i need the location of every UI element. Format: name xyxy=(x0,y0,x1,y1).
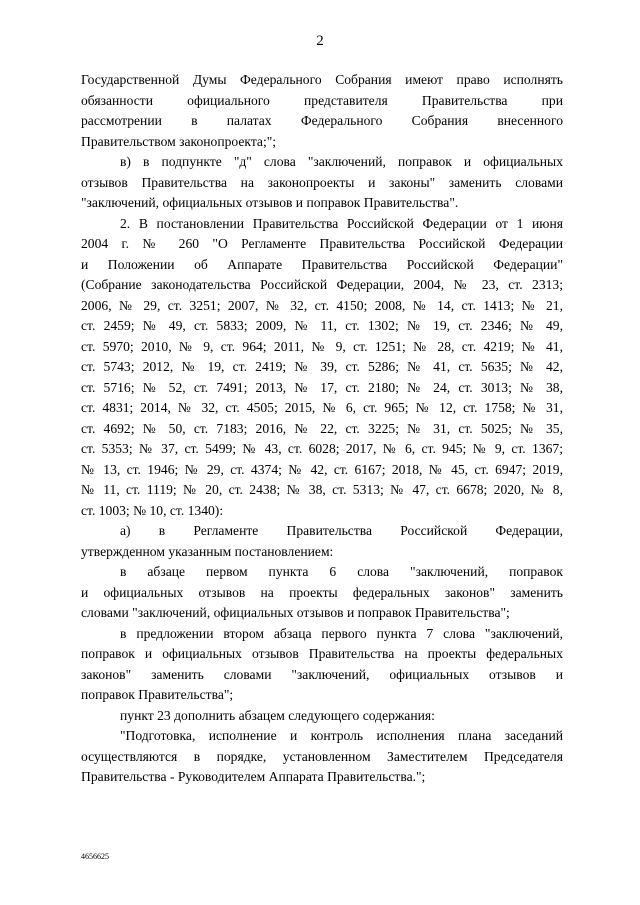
text-line: ст. 1003; № 10, ст. 1340): xyxy=(81,502,224,518)
text-line: 2. В постановлении Правительства Российской Федерации от 1 июня xyxy=(120,215,563,231)
text-line: ст. 5353; № 37, ст. 5499; № 43, ст. 6028; 2017, № 6, ст. 945; № 9, ст. 1367; xyxy=(81,441,563,456)
document-body xyxy=(81,70,563,788)
text-line: Правительством законопроекта;"; xyxy=(81,133,277,149)
text-line: в предложении втором абзаца первого пункта 7 слова "заключений, xyxy=(120,625,563,641)
text-line: ст. 5743; 2012, № 19, ст. 2419; № 39, ст. 5286; № 41, ст. 5635; № 42, xyxy=(81,359,563,374)
text-line: пункт 23 дополнить абзацем следующего содержания: xyxy=(120,707,435,723)
text-line: поправок Правительства"; xyxy=(81,687,234,702)
text-line: № 13, ст. 1946; № 29, ст. 4374; № 42, ст. 6167; 2018, № 45, ст. 6947; 2019, xyxy=(81,461,563,477)
text-line: (Собрание законодательства Российской Федерации, 2004, № 23, ст. 2313; xyxy=(81,277,563,292)
text-line: в) в подпункте "д" слова "заключений, поправок и официальных xyxy=(120,154,563,169)
text-line: законов" заменить словами "заключений, официальных отзывов и xyxy=(81,666,563,682)
text-line: словами "заключений, официальных отзывов и поправок Правительства"; xyxy=(81,605,510,620)
text-line: и Положении об Аппарате Правительства Российской Федерации" xyxy=(81,256,563,272)
text-line: "заключений, официальных отзывов и поправок Правительства". xyxy=(81,195,459,210)
text-line: рассмотрении в палатах Федерального Собрания внесенного xyxy=(81,113,563,128)
text-line: "Подготовка, исполнение и контроль исполнения плана заседаний xyxy=(120,728,563,743)
text-line: 2004 г. № 260 "О Регламенте Правительства Российской Федерации xyxy=(81,236,563,251)
text-line: 2006, № 29, ст. 3251; 2007, № 32, ст. 4150; 2008, № 14, ст. 1413; № 21, xyxy=(81,297,563,313)
text-line: ст. 5970; 2010, № 9, ст. 964; 2011, № 9, ст. 1251; № 28, ст. 4219; № 41, xyxy=(81,338,563,354)
text-line: ст. 4692; № 50, ст. 7183; 2016, № 22, ст. 3225; № 31, ст. 5025; № 35, xyxy=(81,420,563,436)
text-line: отзывов Правительства на законопроекты и законы" заменить словами xyxy=(81,174,563,190)
document-code: 4656625 xyxy=(81,852,109,861)
text-line: ст. 2459; № 49, ст. 5833; 2009, № 11, ст. 1302; № 19, ст. 2346; № 49, xyxy=(81,318,563,333)
text-line: ст. 5716; № 52, ст. 7491; 2013, № 17, ст. 2180; № 24, ст. 3013; № 38, xyxy=(81,379,563,395)
text-line: Государственной Думы Федерального Собрания имеют право исполнять xyxy=(81,72,563,87)
page-number: 2 xyxy=(316,33,324,49)
text-line: в абзаце первом пункта 6 слова "заключений, поправок xyxy=(120,564,563,579)
text-line: ст. 4831; 2014, № 32, ст. 4505; 2015, № 6, ст. 965; № 12, ст. 1758; № 31, xyxy=(81,400,563,415)
text-line: а) в Регламенте Правительства Российской Федерации, xyxy=(120,523,563,538)
text-line: Правительства - Руководителем Аппарата Правительства."; xyxy=(81,769,426,784)
text-line: осуществляются в порядке, установленном Заместителем Председателя xyxy=(81,748,563,764)
text-line: утвержденном указанным постановлением: xyxy=(81,543,334,559)
text-line: № 11, ст. 1119; № 20, ст. 2438; № 38, ст. 5313; № 47, ст. 6678; 2020, № 8, xyxy=(81,482,563,497)
text-line: поправок и официальных отзывов Правительства на проекты федеральных xyxy=(81,646,563,661)
text-line: обязанности официального представителя Правительства при xyxy=(81,92,563,108)
text-line: и официальных отзывов на проекты федеральных законов" заменить xyxy=(81,584,563,600)
